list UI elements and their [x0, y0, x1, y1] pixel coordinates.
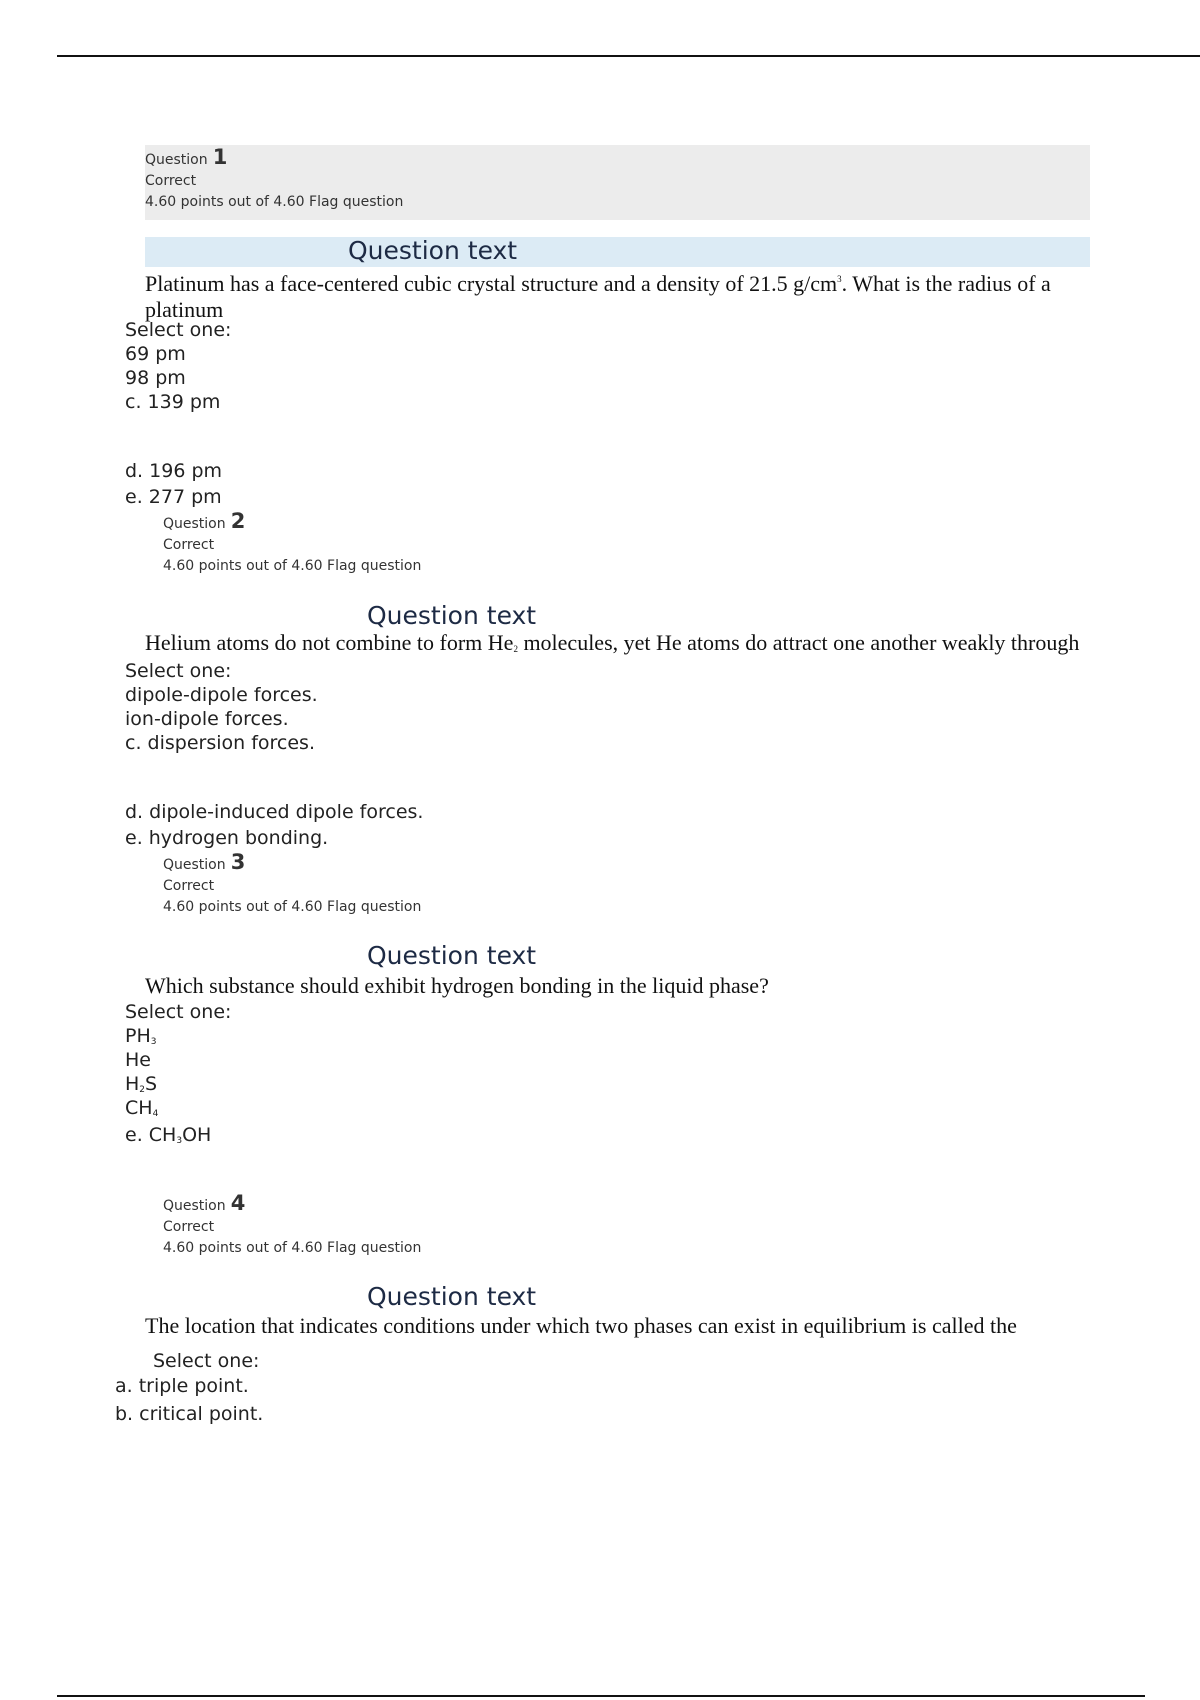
question-label: Question [163, 516, 226, 532]
question-number: 2 [230, 509, 246, 533]
question-label: Question [145, 152, 208, 168]
question-number: 3 [230, 850, 246, 874]
question-text-header-bg [145, 237, 1090, 267]
select-one-label: Select one: [125, 660, 232, 682]
answer-option[interactable]: e. $CH_3OH$ [125, 1124, 212, 1146]
bottom-rule [57, 1695, 1145, 1697]
answer-option[interactable]: ion-dipole forces. [125, 708, 289, 730]
question-text-heading: Question text [367, 1282, 537, 1311]
question-text-heading: Question text [348, 236, 518, 265]
question-grade: 4.60 points out of 4.60 [145, 194, 305, 210]
answer-option[interactable]: b. critical point. [115, 1403, 264, 1425]
question-4-info [163, 1193, 421, 1259]
answer-option[interactable]: e. 277 pm [125, 486, 222, 508]
question-prompt: Which substance should exhibit hydrogen bonding in the liquid phase? [145, 973, 769, 998]
flag-question-link[interactable]: Flag question [309, 194, 404, 210]
question-state: Correct [163, 878, 215, 894]
top-rule [57, 55, 1200, 57]
flag-question-link[interactable]: Flag question [327, 1240, 422, 1256]
question-prompt: The location that indicates conditions under which two phases can exist in equilibrium is called the [145, 1313, 1017, 1338]
answer-option[interactable]: 69 pm [125, 343, 186, 365]
answer-option[interactable]: $CH_4$ [125, 1097, 159, 1119]
answer-option[interactable]: $H_2S$ [125, 1073, 158, 1095]
question-label: Question [163, 1198, 226, 1214]
question-3-info [163, 852, 421, 918]
answer-option[interactable]: $PH_3$ [125, 1025, 157, 1047]
question-number: 1 [212, 145, 228, 169]
answer-option[interactable]: 98 pm [125, 367, 186, 389]
question-label: Question [163, 857, 226, 873]
answer-option[interactable]: a. triple point. [115, 1375, 249, 1397]
answer-option[interactable]: c. dispersion forces. [125, 732, 315, 754]
answer-option[interactable]: c. 139 pm [125, 391, 221, 413]
question-prompt: Platinum has a face-centered cubic crystal structure and a density of 21.5 $g/cm^3$. What is the radius of a platinum [145, 271, 1051, 322]
question-grade: 4.60 points out of 4.60 [163, 558, 323, 574]
clipped-option-row [110, 1402, 410, 1425]
answer-option[interactable]: d. 196 pm [125, 460, 223, 482]
answer-option[interactable]: dipole-dipole forces. [125, 684, 318, 706]
question-grade: 4.60 points out of 4.60 [163, 1240, 323, 1256]
question-text-heading: Question text [367, 601, 537, 630]
question-state: Correct [163, 1219, 215, 1235]
question-number: 4 [230, 1191, 246, 1215]
question-prompt: Helium atoms do not combine to form $He_2$ molecules, yet He atoms do attract one another weakly through [145, 630, 1080, 655]
answer-option[interactable]: e. hydrogen bonding. [125, 827, 329, 849]
question-state: Correct [163, 537, 215, 553]
flag-question-link[interactable]: Flag question [327, 899, 422, 915]
select-one-label: Select one: [125, 1001, 232, 1023]
select-one-label: Select one: [153, 1350, 260, 1372]
answer-option[interactable]: d. dipole-induced dipole forces. [125, 801, 424, 823]
flag-question-link[interactable]: Flag question [327, 558, 422, 574]
question-1-info [145, 145, 1090, 220]
answer-option[interactable]: He [125, 1049, 151, 1071]
select-one-label: Select one: [125, 319, 232, 341]
question-text-heading: Question text [367, 941, 537, 970]
question-state: Correct [145, 173, 197, 189]
question-2-info [163, 511, 421, 577]
question-grade: 4.60 points out of 4.60 [163, 899, 323, 915]
